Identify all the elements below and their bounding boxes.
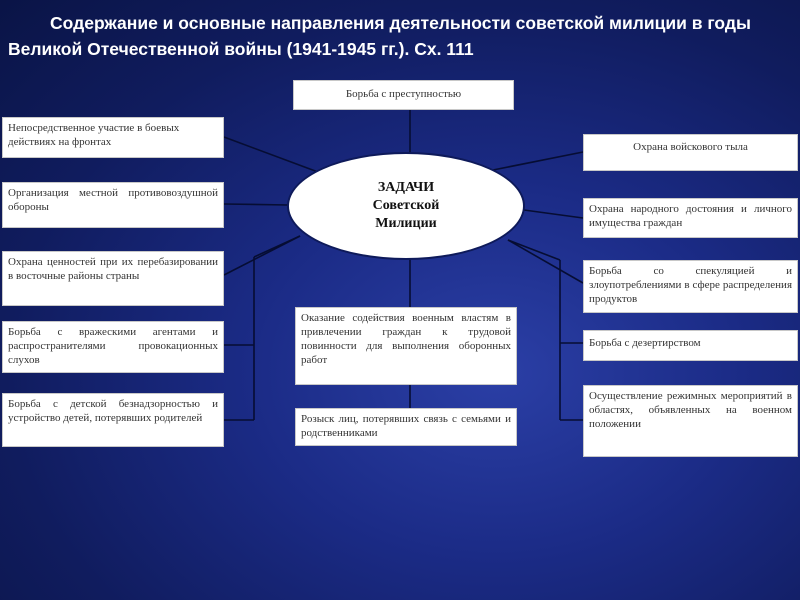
task-label: Борьба с детской безнадзорностью и устройство детей, потерявших родителей	[8, 398, 218, 424]
task-label: Оказание содействия военным властям в привлечении граждан к трудовой повинности для выполнения оборонных работ	[301, 312, 511, 366]
task-box-right-4	[583, 330, 798, 361]
page-title: Содержание и основные направления деятельности советской милиции в годы Великой Отечественной войны (1941-1945 гг.). Сх. 111	[8, 13, 751, 59]
task-label: Борьба с преступностью	[345, 88, 462, 100]
task-box-left-4	[2, 321, 224, 373]
task-box-right-1	[583, 134, 798, 171]
center-label: ЗАДАЧИ Советской Милиции	[372, 180, 440, 231]
task-label: Борьба с дезертирством	[589, 337, 701, 349]
center-tasks-ellipse	[287, 152, 525, 260]
task-box-left-3	[2, 251, 224, 306]
task-box-right-2	[583, 198, 798, 238]
task-box-middle-1	[295, 307, 517, 385]
task-label: Охрана войскового тыла	[633, 141, 748, 153]
task-box-left-2	[2, 182, 224, 228]
task-box-right-3	[583, 260, 798, 313]
task-box-crime-fight	[293, 80, 514, 110]
task-box-left-1	[2, 117, 224, 158]
task-label: Организация местной противовоздушной обороны	[8, 187, 218, 213]
task-label: Розыск лиц, потерявших связь с семьями и родственниками	[301, 413, 511, 439]
task-box-right-5	[583, 385, 798, 457]
task-label: Охрана ценностей при их перебазировании в восточные районы страны	[8, 256, 218, 282]
task-box-middle-2	[295, 408, 517, 446]
task-label: Охрана народного достояния и личного имущества граждан	[589, 203, 792, 229]
task-label: Борьба с вражескими агентами и распространителями провокационных слухов	[8, 326, 218, 366]
task-label: Непосредственное участие в боевых действиях на фронтах	[8, 122, 180, 148]
task-label: Осуществление режимных мероприятий в областях, объявленных на военном положении	[589, 390, 792, 430]
task-label: Борьба со спекуляцией и злоупотреблениями в сфере распределения продуктов	[589, 265, 792, 305]
task-box-left-5	[2, 393, 224, 447]
